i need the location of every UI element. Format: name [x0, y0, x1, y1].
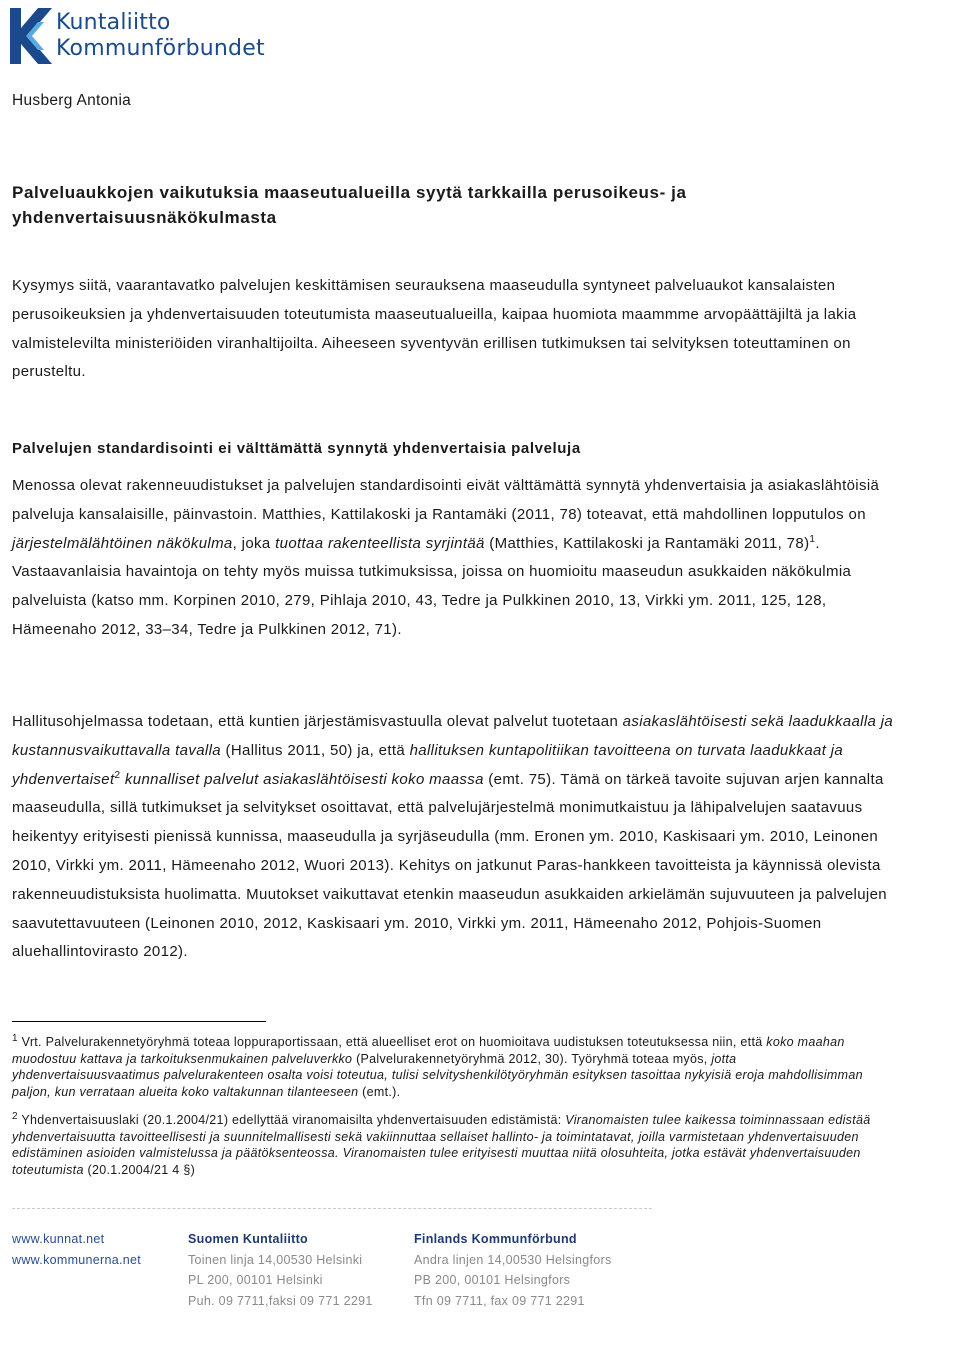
logo-text-finnish: Kuntaliitto [56, 10, 171, 35]
footer-org-name-sv: Finlands Kommunförbund [414, 1232, 577, 1246]
footer-phone-sv: Tfn 09 7711, fax 09 771 2291 [414, 1293, 585, 1308]
logo-mark-icon [8, 6, 54, 66]
footer-pobox-fi: PL 200, 00101 Helsinki [188, 1273, 323, 1287]
italic-run: asiakaslähtöisesti sekä laadukkaalla ja kustannusvaikuttavalla tavalla [12, 713, 894, 759]
italic-run: koko maahan muodostuu kattava ja tarkoituksenmukainen palveluverkko [12, 1035, 845, 1066]
footer-org-name-fi: Suomen Kuntaliitto [188, 1232, 308, 1246]
footnote-ref-2[interactable]: 2 [114, 769, 121, 781]
text-run: (20.1.2004/21 4 §) [83, 1162, 196, 1177]
footer-web-links [12, 1229, 141, 1270]
footnotes [12, 1034, 874, 1190]
footnote-ref-1[interactable]: 1 [809, 533, 816, 545]
footnote-2 [12, 1112, 874, 1178]
intro-paragraph: Kysymys siitä, vaarantavatko palvelujen keskittämisen seurauksena maaseudulla syntyneet palveluaukot kansalaisten perusoikeuksien ja yhdenvertaisuuden toteutumista maaseutualueilla, kaipaa huomiota maammme arvopäättäjiltä ja lakia valmistelevilta ministeriöiden viranhaltijoilta. Aiheeseen syventyvän erillisen tutkimuksen tai selvityksen toteuttaminen on perusteltu. [12, 277, 857, 381]
footnote-number: 2 [12, 1110, 18, 1122]
italic-run: järjestelmälähtöinen näkökulma [12, 534, 233, 552]
link-kunnat[interactable]: www.kunnat.net [12, 1232, 105, 1246]
italic-run: tuottaa rakenteellista syrjintää [275, 534, 485, 552]
footer-phone-fi: Puh. 09 7711,faksi 09 771 2291 [188, 1293, 373, 1308]
author-name: Husberg Antonia [12, 92, 132, 109]
footnote-divider [12, 1021, 266, 1022]
footer-swedish-address [414, 1229, 612, 1311]
footnote-1 [12, 1034, 874, 1100]
logo-text-swedish: Kommunförbundet [56, 36, 265, 61]
kuntaliitto-logo [8, 6, 308, 68]
italic-run: jotta yhdenvertaisuusvaatimus palvelurakenteen osalta voisi toteutua, tulisi selvityshenkilötyöryhmän esityksen tasoittaa nykyisiä eroja mahdollisimman paljon, kun verrataan alueita koko valtakunnan tilanteeseen [12, 1051, 863, 1099]
footer-street-sv: Andra linjen 14,00530 Helsingfors [414, 1252, 612, 1267]
text-run: (emt.). [358, 1084, 401, 1099]
footer-finnish-address [188, 1229, 373, 1311]
text-run: Vrt. Palvelurakennetyöryhmä toteaa loppuraportissaan, että alueelliset erot on huomioitava uudistuksen toteutuksessa niin, että [17, 1035, 767, 1049]
document-title: Palveluaukkojen vaikutuksia maaseutualueilla syytä tarkkailla perusoikeus- ja yhdenvertaisuusnäkökulmasta [12, 183, 687, 227]
footer-street-fi: Toinen linja 14,00530 Helsinki [188, 1252, 363, 1267]
body-paragraph-standardization [12, 472, 904, 645]
text-run: Hallitusohjelmassa todetaan, että kuntien järjestämisvastuulla olevat palvelut tuotetaan [12, 713, 623, 730]
text-run: Yhdenvertaisuuslaki (20.1.2004/21) edellyttää viranomaisilta yhdenvertaisuuden edistämistä: [17, 1113, 566, 1127]
text-run: Menossa olevat rakenneuudistukset ja palvelujen standardisointi eivät välttämättä synnytä yhdenvertaisia ja asiakaslähtöisiä palveluja kansalaisille, päinvastoin. Matthies, Kattilakoski ja Rantamäki (2011, 78) toteavat, että mahdollinen lopputulos on [12, 477, 880, 523]
text-run: . Vastaavanlaisia havaintoja on tehty myös muissa tutkimuksissa, joissa on huomioitu maaseudun asukkaiden näkökulmia palveluista (katso mm. Korpinen 2010, 279, Pihlaja 2010, 43, Tedre ja Pulkkinen 2010, 13, Virkki ym. 2011, 125, 128, Hämeenaho 2012, 33–34, Tedre ja Pulkkinen 2012, 71). [12, 534, 852, 638]
link-kommunerna[interactable]: www.kommunerna.net [12, 1252, 142, 1267]
italic-run: Viranomaisten tulee kaikessa toiminnassaan edistää yhdenvertaisuutta tavoitteellisesti ja suunnitelmallisesti sekä vakiinnuttaa sellaiset hallinto- ja toimintatavat, joilla varmistetaan yhdenvertaisuuden edistäminen asioiden valmistelussa ja päätöksenteossa. Viranomaisten tulee erityisesti muuttaa niitä olosuhteita, jotka estävät yhdenvertaisuuden toteutumista [12, 1113, 871, 1177]
text-run: (Hallitus 2011, 50) ja, että [220, 741, 410, 759]
footer-divider [12, 1208, 652, 1209]
body-paragraph-government-programme [12, 708, 904, 967]
text-run: , joka [232, 534, 276, 552]
italic-run: kunnalliset palvelut asiakaslähtöisesti koko maassa [120, 770, 484, 788]
footer-pobox-sv: PB 200, 00101 Helsingfors [414, 1273, 571, 1287]
text-run: (Palvelurakennetyöryhmä 2012, 30). Työryhmä toteaa myös, [352, 1051, 712, 1066]
footnote-number: 1 [12, 1032, 18, 1044]
section-subheading: Palvelujen standardisointi ei välttämättä synnytä yhdenvertaisia palveluja [12, 440, 581, 457]
text-run: (emt. 75). Tämä on tärkeä tavoite sujuvan arjen kannalta maaseudulla, sillä tutkimukset ja selvitykset osoittavat, että palvelujärjestelmä monimutkaistuu ja lähipalvelujen saatavuus heikentyy erityisesti pienissä kunnissa, maaseudulla ja syrjäseudulla (mm. Eronen ym. 2010, Kaskisaari ym. 2010, Leinonen 2010, Virkki ym. 2011, Hämeenaho 2012, Wuori 2013). Kehitys on jatkunut Paras-hankkeen tavoitteista ja käynnissä olevista rakenneuudistuksista huolimatta. Muutokset vaikuttavat etenkin maaseudun asukkaiden arkielämän sujuvuuteen ja palvelujen saavutettavuuteen (Leinonen 2010, 2012, Kaskisaari ym. 2010, Virkki ym. 2011, Hämeenaho 2012, Pohjois-Suomen aluehallintovirasto 2012). [12, 770, 888, 961]
italic-run: hallituksen kuntapolitiikan tavoitteena on turvata laadukkaat ja yhdenvertaiset [12, 741, 844, 788]
text-run: (Matthies, Kattilakoski ja Rantamäki 2011, 78) [484, 534, 810, 552]
